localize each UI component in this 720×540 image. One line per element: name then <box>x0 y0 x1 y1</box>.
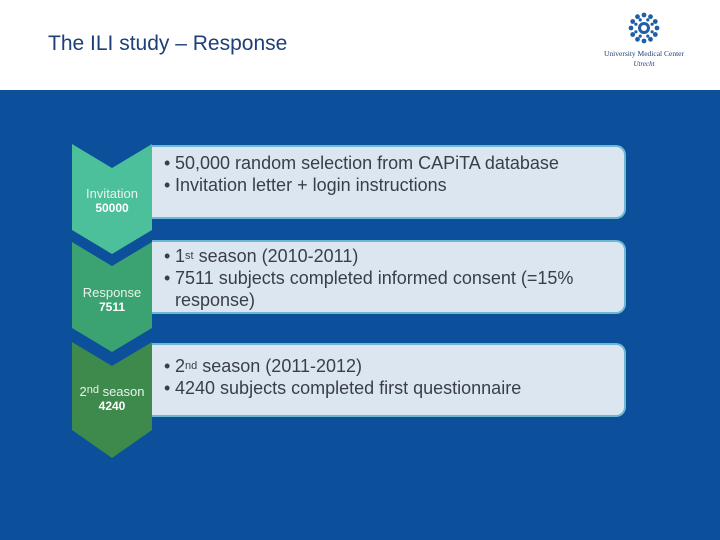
stage-3-bullet: • 2nd season (2011-2012) <box>164 356 363 376</box>
stage-1-label: Invitation 50000 <box>74 186 150 216</box>
slide-title: The ILI study – Response <box>48 32 288 55</box>
stage-2-label: Response 7511 <box>74 285 150 315</box>
stage-3-label: 2nd season 4240 <box>74 384 150 414</box>
stage-3-value: 4240 <box>98 399 126 413</box>
stage-1-bullet: • Invitation letter + login instructions <box>164 175 447 195</box>
logo-name: University Medical Center <box>604 49 684 58</box>
stage-1-bullet: • 50,000 random selection from CAPiTA database <box>164 153 559 173</box>
header <box>0 0 720 90</box>
stage-2-panel <box>152 240 626 314</box>
umc-sun-logo-icon <box>628 12 660 44</box>
stage-2-bullet: • 7511 subjects completed informed consent (=15% response) <box>164 268 574 310</box>
stage-1-value: 50000 <box>95 201 129 215</box>
stage-2-bullet: • 1st season (2010-2011) <box>164 246 359 266</box>
umc-logo <box>598 12 690 72</box>
stage-3-panel <box>152 343 626 417</box>
stage-3-bullet: • 4240 subjects completed first questionnaire <box>164 378 522 398</box>
logo-city: Utrecht <box>633 60 655 68</box>
stage-1-panel <box>152 145 626 219</box>
stage-2-value: 7511 <box>98 300 126 314</box>
